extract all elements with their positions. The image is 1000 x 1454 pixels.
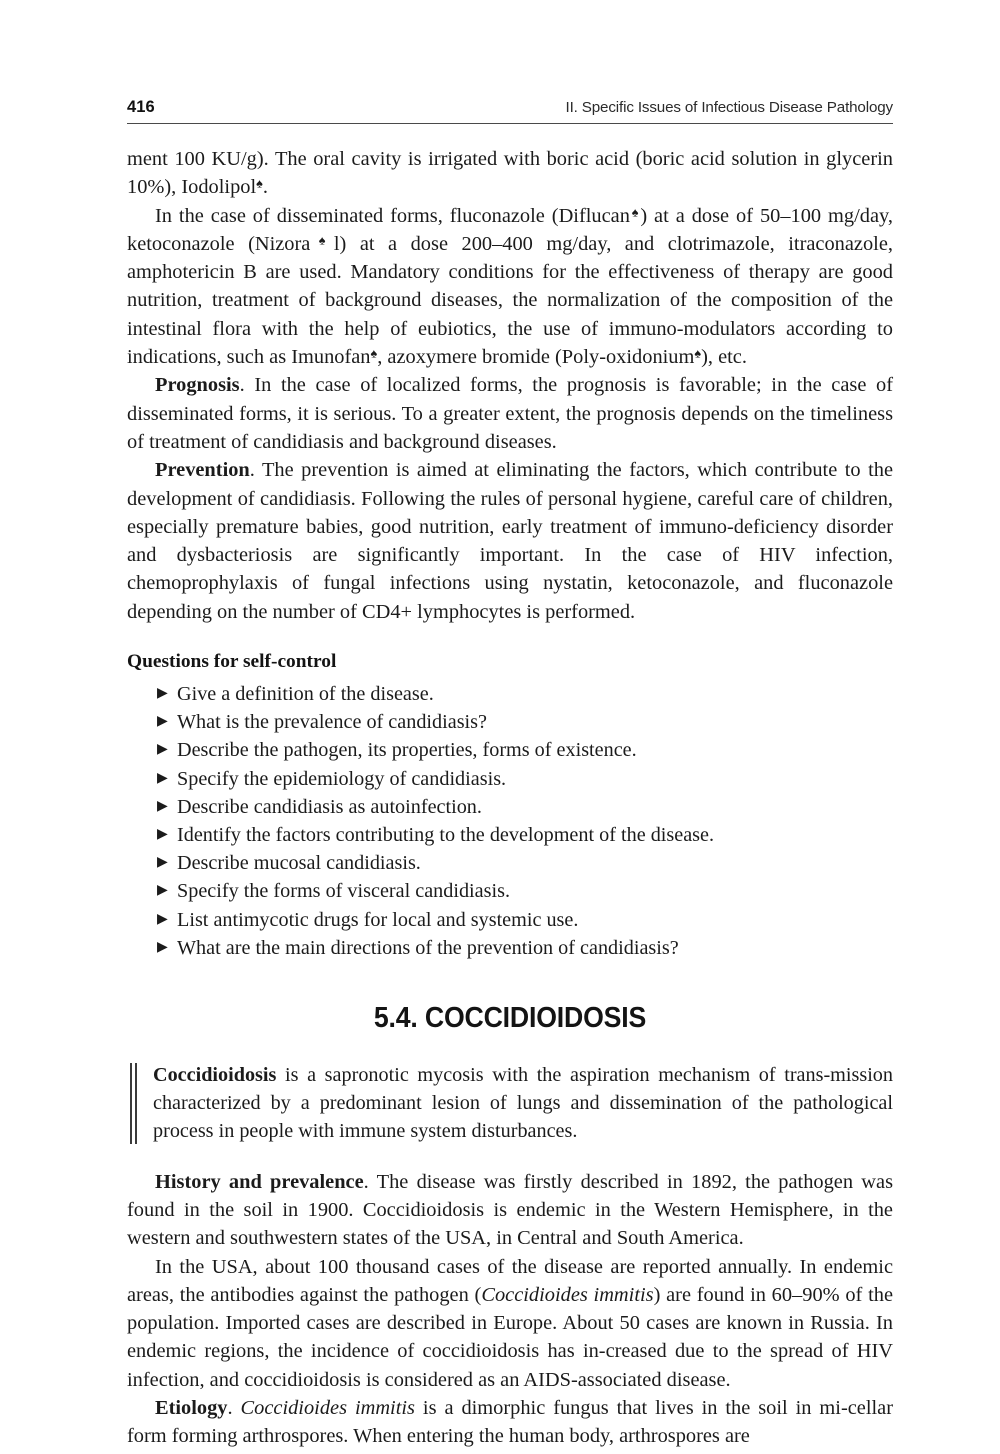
paragraph-history-prevalence [127,1168,893,1253]
triangle-bullet-icon: ▶ [157,770,168,786]
callout-rule-outer [130,1063,132,1144]
list-item-label: Specify the epidemiology of candidiasis. [177,767,507,790]
definition-body: is a sapronotic mycosis with the aspiration mechanism of trans-mission characterized by a predominant lesion of lungs and dissemination of the pathological process in people with immune system disturbances. [153,1064,893,1143]
trademark-spade-icon: ♠ [370,346,378,361]
questions-list [127,680,893,962]
triangle-bullet-icon: ▶ [157,883,168,899]
list-item [157,708,893,736]
triangle-bullet-icon: ▶ [157,714,168,730]
list-item-label: What are the main directions of the prevention of candidiasis? [177,936,679,959]
paragraph-treatment-continued [127,145,893,202]
trademark-spade-icon: ♠ [629,205,641,220]
triangle-bullet-icon: ▶ [157,939,168,955]
paragraph-text-tail: ), etc. [701,346,747,369]
prognosis-lead-in: Prognosis [155,374,240,397]
triangle-bullet-icon: ▶ [157,742,168,758]
list-item [157,906,893,934]
trademark-spade-icon: ♠ [310,233,334,248]
list-item [157,736,893,764]
list-item-label: Identify the factors contributing to the development of the disease. [177,824,715,847]
species-name-italic: Coccidioides immitis [240,1397,415,1420]
list-item-label: Describe mucosal candidiasis. [177,852,421,875]
section-title: 5.4. COCCIDIOIDOSIS [373,1002,647,1035]
paragraph-prevention [127,456,893,626]
section-body [127,1168,893,1451]
list-item-label: Describe candidiasis as autoinfection. [177,795,482,818]
paragraph-text: . The prevention is aimed at eliminating the factors, which contribute to the development of candidiasis. Following the rules of personal hygiene, careful care of children, especially premature babies, good nutrition, early treatment of immuno-deficiency disorder and dysbacteriosis are significantly important. In the case of HIV infection, chemoprophylaxis of fungal infections using nystatin, ketoconazole, and fluconazole depending on the number of CD4+ lymphocytes is performed. [127,459,893,623]
questions-heading: Questions for self-control [127,651,337,673]
triangle-bullet-icon: ▶ [157,798,168,814]
list-item [157,680,893,708]
list-item-label: Specify the forms of visceral candidiasis. [177,880,510,903]
list-item [157,765,893,793]
paragraph-text: . The disease was firstly described in 1892, the pathogen was found in the soil in 1900. Coccidioidosis is endemic in the Western Hemisphere, in the western and southwestern states of the USA, in Central and South America. [127,1170,894,1250]
list-item-label: What is the prevalence of candidiasis? [177,711,487,734]
trademark-spade-icon: ♠ [694,346,702,361]
list-item [157,849,893,877]
paragraph-text: ) at a dose of 50–100 mg/day, ketoconazole (Nizora [127,204,893,255]
page-number: 416 [127,98,155,116]
definition-callout [127,1061,893,1146]
prevention-lead-in: Prevention [155,459,250,482]
list-item [157,934,893,962]
paragraph-usa-statistics [127,1253,893,1394]
paragraph-prognosis [127,371,893,456]
running-header [127,98,893,124]
triangle-bullet-icon: ▶ [157,827,168,843]
list-item-label: List antimycotic drugs for local and systemic use. [177,908,579,931]
paragraph-text-tail: ) are found in 60–90% of the population. Imported cases are described in Europe. About 50 cases are known in Russia. In endemic regions, the incidence of coccidioidosis has in-creased due to the spread of HIV infection, and coccidioidosis is considered as an AIDS-associated disease. [127,1283,894,1391]
paragraph-disseminated-forms [127,202,893,372]
triangle-bullet-icon: ▶ [157,911,168,927]
history-lead-in: History and prevalence [155,1170,364,1193]
paragraph-text: In the case of disseminated forms, fluconazole (Diflucan [155,204,630,227]
triangle-bullet-icon: ▶ [157,686,168,702]
body-text [127,145,893,626]
etiology-separator: . [227,1397,241,1420]
list-item [157,877,893,905]
species-name-italic: Coccidioides immitis [481,1283,654,1306]
paragraph-text: l) at a dose 200–400 mg/day, and clotrimazole, itraconazole, amphotericin B are used. Mandatory conditions for the effectiveness of therapy are good nutrition, treatment of background diseases, the normalization of the composition of the intestinal flora with the help of eubiotics, the use of immuno-modulators according to indications, such as Imunofan [127,232,893,369]
list-item [157,821,893,849]
triangle-bullet-icon: ▶ [157,855,168,871]
page-content [127,98,893,1451]
callout-rule-inner [135,1063,137,1144]
paragraph-etiology [127,1394,893,1451]
paragraph-text: , azoxymere bromide (Poly-oxidonium [377,346,695,369]
paragraph-text-tail: . [262,176,268,199]
definition-term: Coccidioidosis [153,1064,277,1087]
paragraph-text: In the USA, about 100 thousand cases of the disease are reported annually. In endemic areas, the antibodies against the pathogen ( [127,1255,893,1306]
trademark-spade-icon: ♠ [256,177,263,191]
list-item [157,793,893,821]
list-item-label: Give a definition of the disease. [177,683,434,706]
paragraph-text: ment 100 KU/g). The oral cavity is irrigated with boric acid (boric acid solution in glycerin 10%), Iodolipol [127,148,893,199]
running-title: II. Specific Issues of Infectious Disease Pathology [565,99,893,116]
definition-text [153,1061,893,1146]
paragraph-text-tail: is a dimorphic fungus that lives in the soil in mi-cellar form forming arthrospores. When entering the human body, arthrospores are [127,1397,894,1448]
list-item-label: Describe the pathogen, its properties, forms of existence. [177,739,637,762]
paragraph-text: . In the case of localized forms, the prognosis is favorable; in the case of disseminated forms, it is serious. To a greater extent, the prognosis depends on the timeliness of treatment of candidiasis and background diseases. [127,374,893,453]
etiology-lead-in: Etiology [155,1397,228,1420]
